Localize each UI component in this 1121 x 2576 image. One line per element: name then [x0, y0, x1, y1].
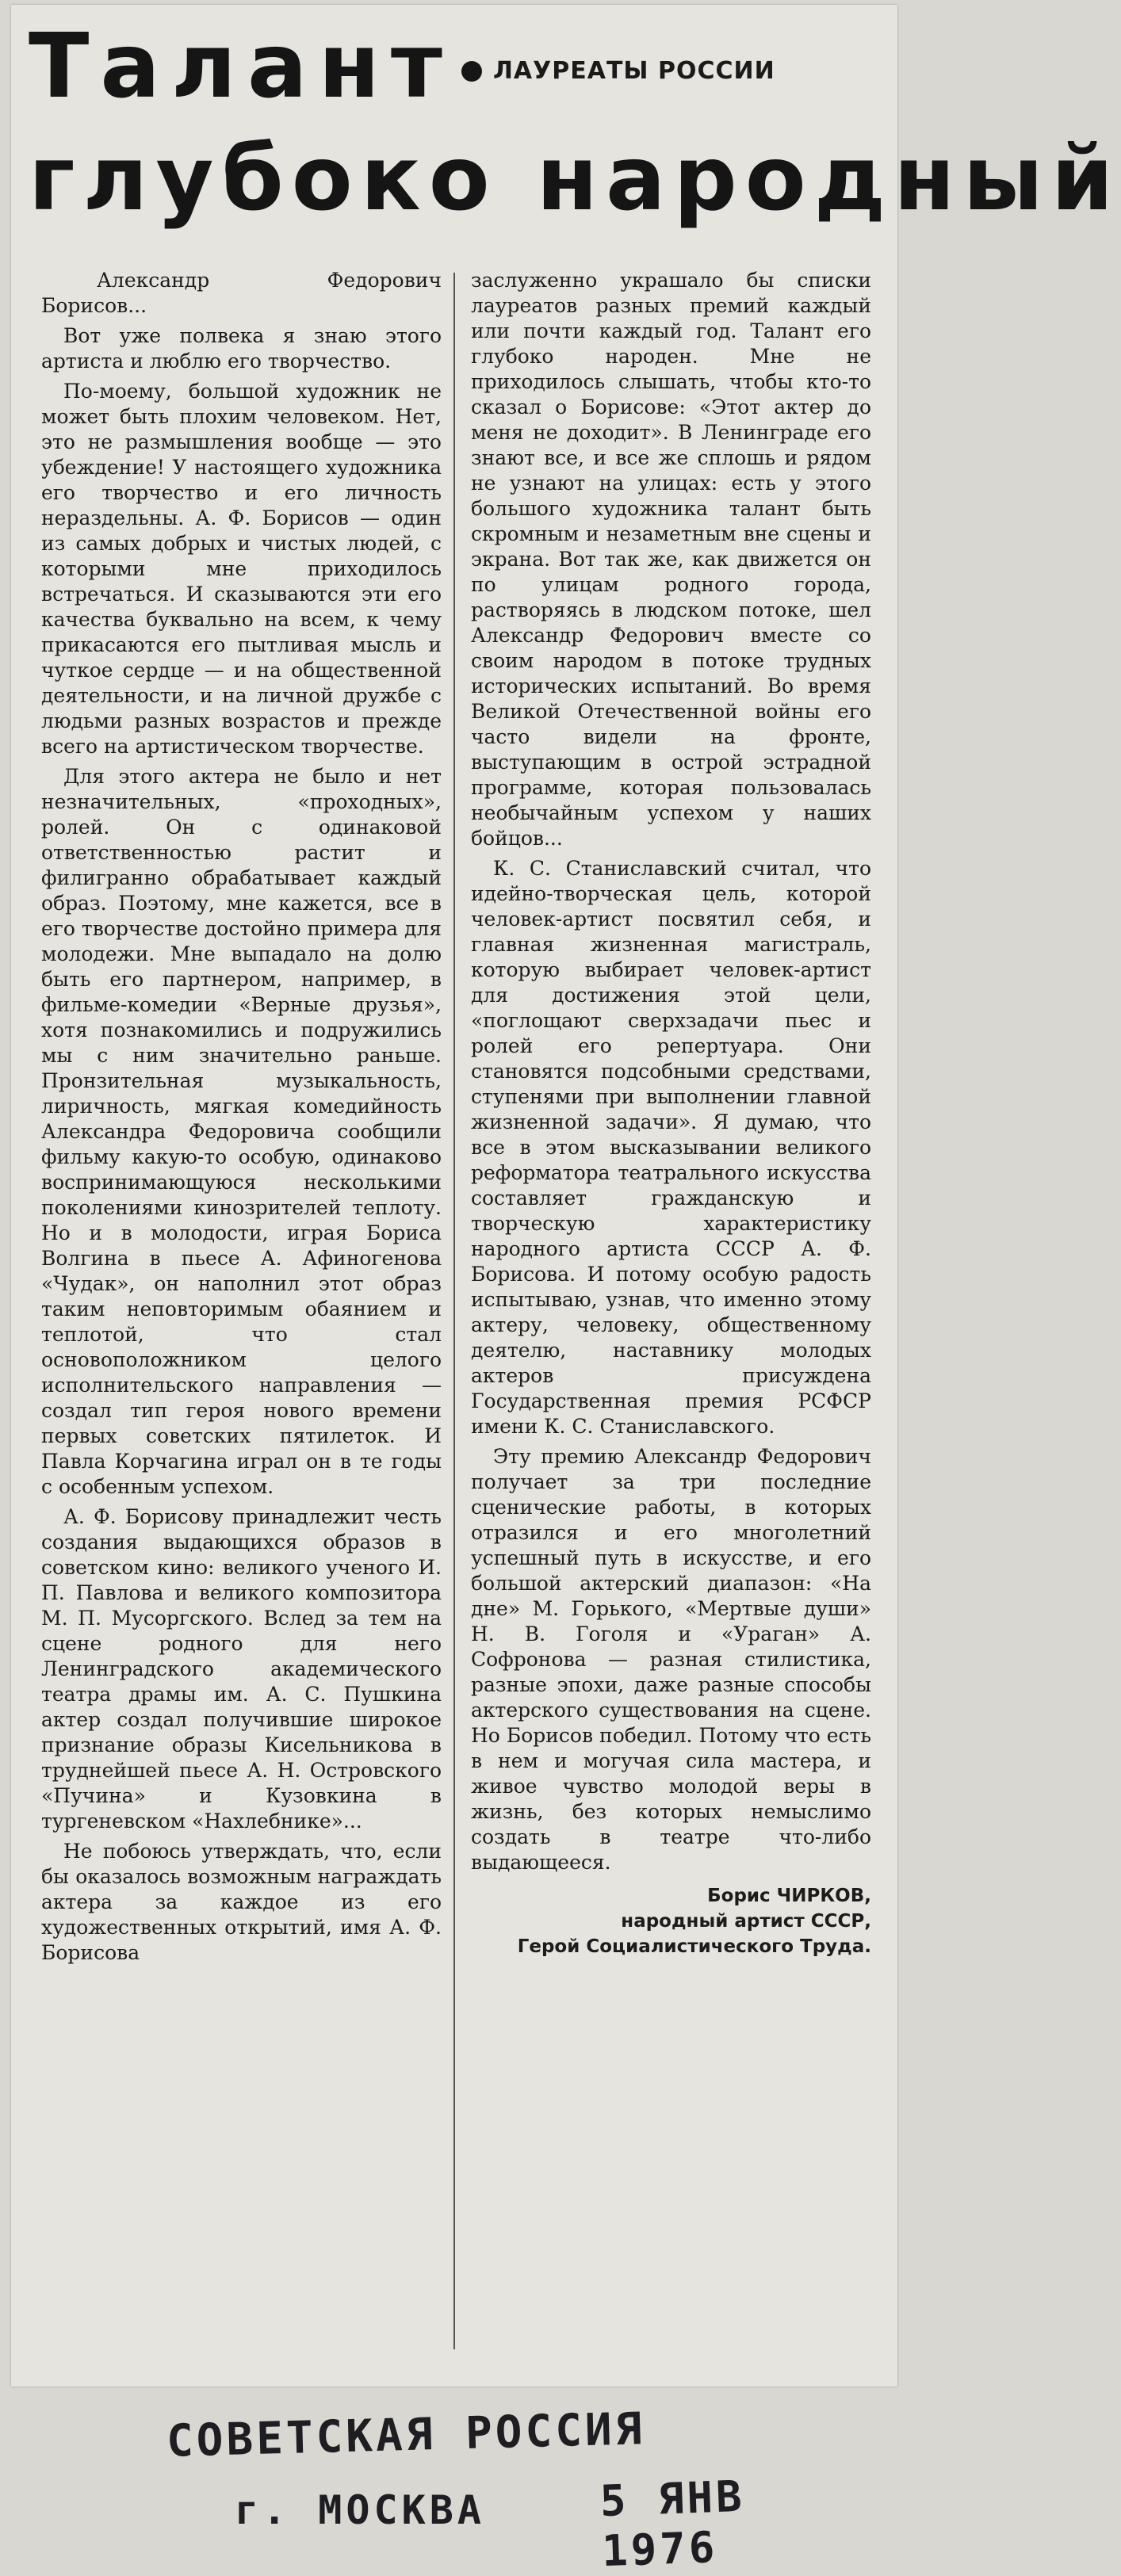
paragraph: заслуженно украшало бы списки лауреатов разных премий каждый или почти каждый год. Талант его глубоко народен. Мне не приходилось слышать, чтобы кто-то сказал о Борисове: «Этот актер до меня не доходит». В Ленинграде его знают все, и все же сплошь и рядом не узнают на улицах: есть у этого большого художника талант быть скромным и незаметным вне сцены и экрана. Вот так же, как движется он по улицам родного города, растворяясь в людском потоке, шел Александр Федорович вместе со своим народом в потоке трудных исторических испытаний. Во время Великой Отечественной войны его часто видели на фронте, выступающим в острой эстрадной программе, которая пользовалась необычайным успехом у наших бойцов...: [471, 269, 871, 850]
paragraph: Не побоюсь утверждать, что, если бы оказалось возможным награждать актера за каждое из его художественных открытий, имя А. Ф. Борисова: [41, 1840, 442, 1964]
rubric-label: ЛАУРЕАТЫ РОССИИ: [493, 57, 775, 85]
headline-area: [11, 5, 1121, 266]
headline-line-2: глубоко народный: [29, 128, 1121, 231]
column-divider: [453, 273, 455, 2349]
stamp-newspaper: СОВЕТСКАЯ РОССИЯ: [166, 2403, 646, 2467]
paragraph: А. Ф. Борисову принадлежит честь создания выдающихся образов в советском кино: великого ученого И. П. Павлова и великого композитора М. П. Мусоргского. Вслед за тем на сцене родного для него Ленинградского академического театра драмы им. А. С. Пушкина актер создал получившие широкое признание образы Кисельникова в труднейшей пьесе А. Н. Островского «Пучина» и Кузовкина в тургеневском «Нахлебнике»...: [41, 1505, 442, 1833]
rubric: [461, 57, 775, 85]
paragraph: По-моему, большой художник не может быть плохим человеком. Нет, это не размышления вообще — это убеждение! У настоящего художника его творчество и его личность нераздельны. А. Ф. Борисов — один из самых добрых и чистых людей, с которыми мне приходилось встречаться. И сказываются эти его качества буквально на всем, к чему прикасаются его пытливая мысль и чуткое сердце — и на общественной деятельности, и на личной дружбе с людьми разных возрастов и прежде всего на артистическом творчестве.: [41, 380, 442, 758]
paragraph: К. С. Станиславский считал, что идейно-творческая цель, которой человек-артист посвятил себя, и главная жизненная магистраль, которую выбирает человек-артист для достижения этой цели, «поглощают сверхзадачи пьес и ролей его репертуара. Они становятся подсобными средствами, ступенями при выполнении главной жизненной задачи». Я думаю, что все в этом высказывании великого реформатора театрального искусства составляет гражданскую и творческую характеристику народного артиста СССР А. Ф. Борисова. И потому особую радость испытываю, узнав, что именно этому актеру, человеку, общественному деятелю, наставнику молодых актеров присуждена Государственная премия РСФСР имени К. С. Станиславского.: [471, 857, 871, 1438]
paragraph: Для этого актера не было и нет незначительных, «проходных», ролей. Он с одинаковой ответственностью растит и филигранно обрабатывает каждый образ. Поэтому, мне кажется, все в его творчестве достойно примера для молодежи. Мне выпадало на долю быть его партнером, например, в фильме-комедии «Верные друзья», хотя познакомились и подружились мы с ним значительно раньше. Пронзительная музыкальность, лиричность, мягкая комедийность Александра Федоровича сообщили фильму какую-то особую, одинаково воспринимающуюся несколькими поколениями кинозрителей теплоту. Но и в молодости, играя Бориса Волгина в пьесе А. Афиногенова «Чудак», он наполнил этот образ таким неповторимым обаянием и теплотой, что стал основоположником целого исполнительского направления — создал тип героя нового времени первых советских пятилеток. И Павла Корчагина играл он в те годы с особенным успехом.: [41, 765, 442, 1498]
author-title-2: Герой Социалистического Труда.: [517, 1936, 871, 1957]
author-title-1: народный артист СССР,: [621, 1911, 871, 1932]
bullet-icon: [461, 61, 482, 82]
author-name: Борис ЧИРКОВ,: [707, 1886, 871, 1906]
article-column-right: [471, 268, 871, 2384]
stamp-city: г. МОСКВА: [235, 2487, 485, 2533]
paragraph: Эту премию Александр Федорович получает за три последние сценические работы, в которых отразился и его многолетний успешный путь в искусстве, и его большой актерский диапазон: «На дне» М. Горького, «Мертвые души» Н. В. Гоголя и «Ураган» А. Софронова — разная стилистика, разные эпохи, даже разные способы актерского существования на сцене. Но Борисов победил. Потому что есть в нем и могучая сила мастера, и живое чувство молодой веры в жизнь, без которых немыслимо создать в театре что-либо выдающееся.: [471, 1445, 871, 1874]
paragraph: Вот уже полвека я знаю этого артиста и люблю его творчество.: [41, 324, 442, 373]
paragraph: Александр Федорович Борисов...: [41, 269, 442, 317]
stamp-date: 5 ЯНВ 1976: [599, 2471, 746, 2576]
article-column-left: [41, 268, 442, 2384]
newspaper-clipping: [11, 5, 1121, 2387]
archive-stamp: [166, 2403, 880, 2576]
author-signature: [471, 1883, 871, 1959]
headline-line-1: Талант: [29, 15, 453, 118]
